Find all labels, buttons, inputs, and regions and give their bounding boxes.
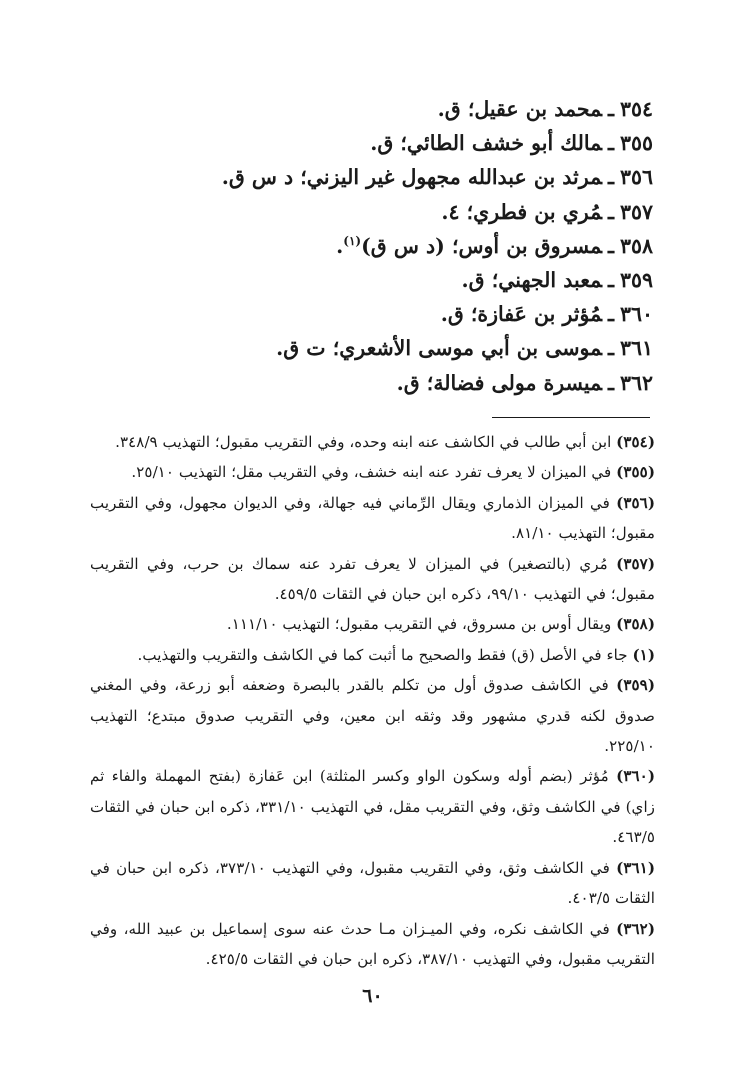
footnote-ref: (١) (632, 645, 655, 664)
footnote-ref: (٣٥٥) (616, 463, 655, 482)
entry-text: ميسرة مولى فضالة؛ ق. (396, 370, 602, 395)
entry-number: ٣٥٦ (619, 165, 653, 190)
footnotes (90, 427, 655, 974)
footnote-marker[interactable]: (١) (343, 233, 362, 248)
footnote-text: في الكاشف وثق، وفي التقريب مقبول، وفي التهذيب ٣٧٣/١٠، ذكره ابن حبان في الثقات ٤٠٣/٥. (90, 858, 655, 908)
footnote (90, 640, 655, 670)
footnote (90, 609, 655, 639)
footnote (90, 488, 655, 549)
footnote-text: في الميزان لا يعرف تفرد عنه ابنه خشف، وفي التقريب مقل؛ التهذيب ٢٥/١٠. (131, 463, 612, 482)
list-item (93, 160, 653, 194)
entry-text: معبد الجهني؛ ق. (461, 267, 602, 292)
footnote-text: مُؤثر (بضم أوله وسكون الواو وكسر المثلثة) ابن عَفازة (بفتح المهملة والفاء ثم زاي) في الكاشف وثق، وفي التقريب مقل، في التهذيب ٣٣١/١٠، ذكره ابن حبان في الثقات ٤٦٣/٥. (90, 767, 655, 847)
entry-dash: ـ (607, 336, 614, 361)
narrator-list (93, 92, 653, 400)
entry-text: محمد بن عقيل؛ ق. (437, 97, 602, 121)
footnote-text: في الكاشف نكره، وفي الميـزان مـا حدث عنه سوى إسماعيل بن عبيد الله، وفي التقريب مقبول، وفي التهذيب ٣٨٧/١٠، ذكره ابن حبان في الثقات ٤٢٥/٥. (90, 919, 655, 968)
footnote (90, 670, 655, 761)
entry-text: مُري بن فطري؛ ٤. (441, 199, 602, 224)
footnote-text: في الكاشف صدوق أول من تكلم بالقدر بالبصرة وضعفه أبو زرعة، وفي المغني صدوق لكنه قدري مشهور وقد وثقه ابن معين، وفي التقريب صدوق مبتدع؛ التهذيب ٢٢٥/١٠. (90, 676, 655, 756)
entry-number: ٣٥٩ (619, 267, 653, 292)
entry-dash: ـ (607, 97, 614, 121)
entry-number: ٣٥٧ (619, 199, 653, 224)
entry-punctuation: . (336, 233, 344, 258)
entry-text: مالك أبو خشف الطائي؛ ق. (370, 131, 602, 156)
footnote-ref: (٣٥٨) (616, 615, 655, 634)
footnote (90, 457, 655, 487)
footnote-divider (492, 417, 650, 418)
list-item (93, 331, 653, 365)
entry-dash: ـ (607, 199, 614, 224)
list-item (93, 229, 653, 263)
footnote-ref: (٣٥٦) (616, 493, 656, 512)
entry-dash: ـ (607, 131, 614, 156)
footnote (90, 427, 655, 457)
footnote-ref: (٣٥٤) (616, 433, 655, 451)
page-number: ٦٠ (362, 985, 383, 1007)
footnote-text: ابن أبي طالب في الكاشف عنه ابنه وحده، وفي التقريب مقبول؛ التهذيب ٣٤٨/٩. (115, 433, 612, 451)
footnote-ref: (٣٦٢) (616, 919, 655, 938)
list-item (93, 126, 653, 160)
entry-dash: ـ (607, 233, 614, 258)
footnote (90, 549, 655, 610)
list-item (93, 92, 653, 126)
footnote-text: مُري (بالتصغير) في الميزان لا يعرف تفرد عنه سماك بن حرب، وفي التقريب مقبول؛ في التهذيب ٩٩/١٠، ذكره ابن حبان في الثقات ٤٥٩/٥. (90, 554, 655, 604)
entry-number: ٣٥٥ (619, 131, 653, 156)
entry-number: ٣٦٠ (619, 302, 653, 327)
footnote-text: في الميزان الذماري ويقال الرِّماني فيه جهالة، وفي الديوان مجهول، وفي التقريب مقبول؛ التهذيب ٨١/١٠. (90, 493, 655, 543)
entry-number: ٣٥٨ (619, 233, 653, 258)
list-item (93, 195, 653, 229)
list-item (93, 297, 653, 331)
footnote (90, 761, 655, 852)
entry-number: ٣٦٢ (619, 370, 653, 395)
footnote (90, 853, 655, 914)
entry-number: ٣٦١ (619, 336, 653, 361)
entry-dash: ـ (607, 165, 614, 190)
footnote-text: ويقال أوس بن مسروق، في التقريب مقبول؛ التهذيب ١١١/١٠. (226, 615, 612, 634)
list-item (93, 263, 653, 297)
footnote-ref: (٣٦١) (616, 858, 656, 877)
footnote-ref: (٣٥٩) (616, 676, 656, 695)
footnote-ref: (٣٦٠) (616, 767, 655, 786)
entry-dash: ـ (607, 302, 614, 327)
entry-text: مسروق بن أوس؛ (د س ق) (361, 233, 602, 258)
entry-text: مُؤثر بن عَفازة؛ ق. (440, 302, 602, 327)
entry-dash: ـ (607, 267, 614, 292)
entry-text: موسى بن أبي موسى الأشعري؛ ت ق. (276, 336, 602, 361)
footnote (90, 914, 655, 975)
entry-text: مرثد بن عبدالله مجهول غير اليزني؛ د س ق. (221, 165, 602, 190)
entry-number: ٣٥٤ (619, 97, 653, 121)
entry-dash: ـ (607, 370, 614, 395)
list-item (93, 366, 653, 400)
footnote-ref: (٣٥٧) (616, 554, 655, 573)
footnote-text: جاء في الأصل (ق) فقط والصحيح ما أثبت كما في الكاشف والتقريب والتهذيب. (137, 645, 628, 664)
